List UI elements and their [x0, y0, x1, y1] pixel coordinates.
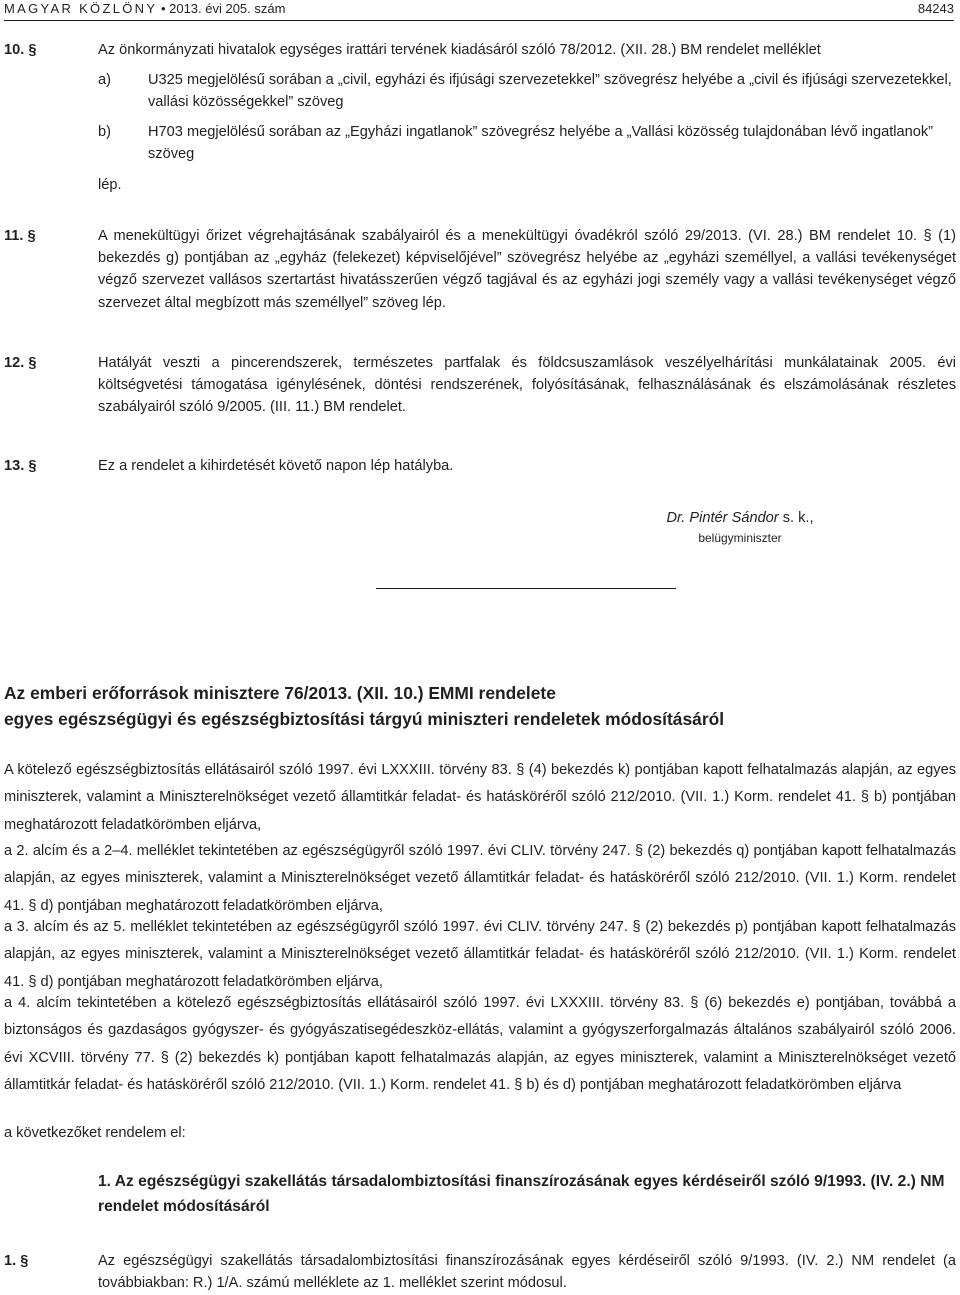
- section-number: 13. §: [4, 458, 37, 474]
- section-11: [4, 225, 956, 314]
- signer-name: Dr. Pintér Sándor: [666, 510, 779, 526]
- section-text: Ez a rendelet a kihirdetését követő napon lép hatályba.: [98, 458, 454, 474]
- section-number: 1. §: [4, 1253, 29, 1269]
- section-number: 12. §: [4, 355, 37, 371]
- header-rule: [4, 20, 954, 21]
- separator-line: [376, 588, 676, 589]
- page-number: 84243: [917, 1, 954, 16]
- issue-info: • 2013. évi 205. szám: [157, 1, 286, 16]
- point-text: U325 megjelölésű sorában a „civil, egyházi és ifjúsági szervezetekkel” szövegrész helyébe a „civil és ifjúsági szervezetekkel, vallási közösségekkel” szöveg: [148, 72, 952, 111]
- point-letter: b): [98, 124, 111, 140]
- section-number: 11. §: [4, 228, 36, 244]
- decree-title-line-1: Az emberi erőforrások minisztere 76/2013. (XII. 10.) EMMI rendelete: [4, 683, 556, 703]
- section-text: Az egészségügyi szakellátás társadalombiztosítási finanszírozásának egyes kérdéseiről szóló 9/1993. (IV. 2.) NM rendelet (a továbbiakban: R.) 1/A. számú melléklete az 1. melléklet szerint módosul.: [98, 1253, 956, 1292]
- signature-name: [520, 510, 960, 526]
- preamble-closing: a következőket rendelem el:: [4, 1125, 186, 1141]
- section-text: A menekültügyi őrizet végrehajtásának szabályairól és a menekültügyi óvadékról szóló 29/2013. (VI. 28.) BM rendelet 10. § (1) bekezdés g) pontjában az „egyház (felekezet) képviselőjével” szövegrész helyébe az „egyházi személlyel, a vallási tevékenységet végző szervezet vallásos szertartást hivatásszerűen végző tagjával és az egyházi jogi személy vagy a vallási tevékenységet végző szervezet által megbízott más személlyel” szöveg lép.: [98, 228, 956, 311]
- section-text: Az önkormányzati hivatalok egységes irattári tervének kiadásáról szóló 78/2012. (XII. 28.) BM rendelet melléklet: [98, 42, 821, 58]
- section-10: [4, 39, 956, 61]
- decree-title-line-2: egyes egészségügyi és egészségbiztosítási tárgyú miniszteri rendeletek módosításáról: [4, 709, 725, 729]
- section-10-tail: lép.: [98, 177, 122, 193]
- preamble-paragraph-4: a 4. alcím tekintetében a kötelező egészségbiztosítás ellátásairól szóló 1997. évi LXXXIII. törvény 83. § (6) bekezdés e) pontjában, továbbá a biztonságos és gazdaságos gyógyszer- és gyógyászatisegédeszköz-ellátás, valamint a gyógyszerforgalmazás általános szabályairól szóló 2006. évi XCVIII. törvény 77. § (2) bekezdés k) pontjában kapott felhatalmazás alapján, az egyes miniszterek, valamint a Miniszterelnökséget vezető államtitkár feladat- és hatásköréről szóló 212/2010. (VII. 1.) Korm. rendelet 41. § b) és d) pontjában meghatározott feladatkörömben eljárva: [4, 995, 956, 1093]
- journal-name: MAGYAR KÖZLÖNY: [4, 1, 158, 16]
- point-letter: a): [98, 72, 111, 88]
- section-number: 10. §: [4, 42, 37, 58]
- section-10-point-a: [98, 69, 956, 113]
- point-text: H703 megjelölésű sorában az „Egyházi ingatlanok” szövegrész helyébe a „Vallási közösség tulajdonában lévő ingatlanok” szöveg: [148, 124, 934, 163]
- section-13: [4, 455, 956, 477]
- running-header: [4, 0, 954, 18]
- signer-title: belügyminiszter: [698, 531, 782, 545]
- preamble-paragraph-1: A kötelező egészségbiztosítás ellátásairól szóló 1997. évi LXXXIII. törvény 83. § (4) bekezdés k) pontjában kapott felhatalmazás alapján, az egyes miniszterek, valamint a Miniszterelnökséget vezető államtitkár feladat- és hatásköréről szóló 212/2010. (VII. 1.) Korm. rendelet 41. § b) pontjában meghatározott feladatkörömben eljárva,: [4, 762, 956, 833]
- section-text: Hatályát veszti a pincerendszerek, természetes partfalak és földcsuszamlások veszélyelhárítási munkálatainak 2005. évi költségvetési támogatása igénylésének, döntési rendszerének, folyósításának, felhasználásának és elszámolásának részletes szabályairól szóló 9/2005. (III. 11.) BM rendelet.: [98, 355, 956, 416]
- signature-suffix: s. k.,: [778, 510, 814, 526]
- subtitle-1: 1. Az egészségügyi szakellátás társadalombiztosítási finanszírozásának egyes kérdéseiről szóló 9/1993. (IV. 2.) NM rendelet módosításáról: [98, 1173, 945, 1215]
- preamble-paragraph-2: a 2. alcím és a 2–4. melléklet tekintetében az egészségügyről szóló 1997. évi CLIV. törvény 247. § (2) bekezdés q) pontjában kapott felhatalmazás alapján, az egyes miniszterek, valamint a Miniszterelnökséget vezető államtitkár feladat- és hatásköréről szóló 212/2010. (VII. 1.) Korm. rendelet 41. § d) pontjában meghatározott feladatkörömben eljárva,: [4, 843, 956, 914]
- section-10-point-b: [98, 121, 956, 165]
- section-1: [4, 1250, 956, 1294]
- preamble-paragraph-3: a 3. alcím és az 5. melléklet tekintetében az egészségügyről szóló 1997. évi CLIV. törvény 247. § (2) bekezdés p) pontjában kapott felhatalmazás alapján, az egyes miniszterek, valamint a Miniszterelnökséget vezető államtitkár feladat- és hatásköréről szóló 212/2010. (VII. 1.) Korm. rendelet 41. § d) pontjában meghatározott feladatkörömben eljárva,: [4, 919, 956, 990]
- section-12: [4, 352, 956, 419]
